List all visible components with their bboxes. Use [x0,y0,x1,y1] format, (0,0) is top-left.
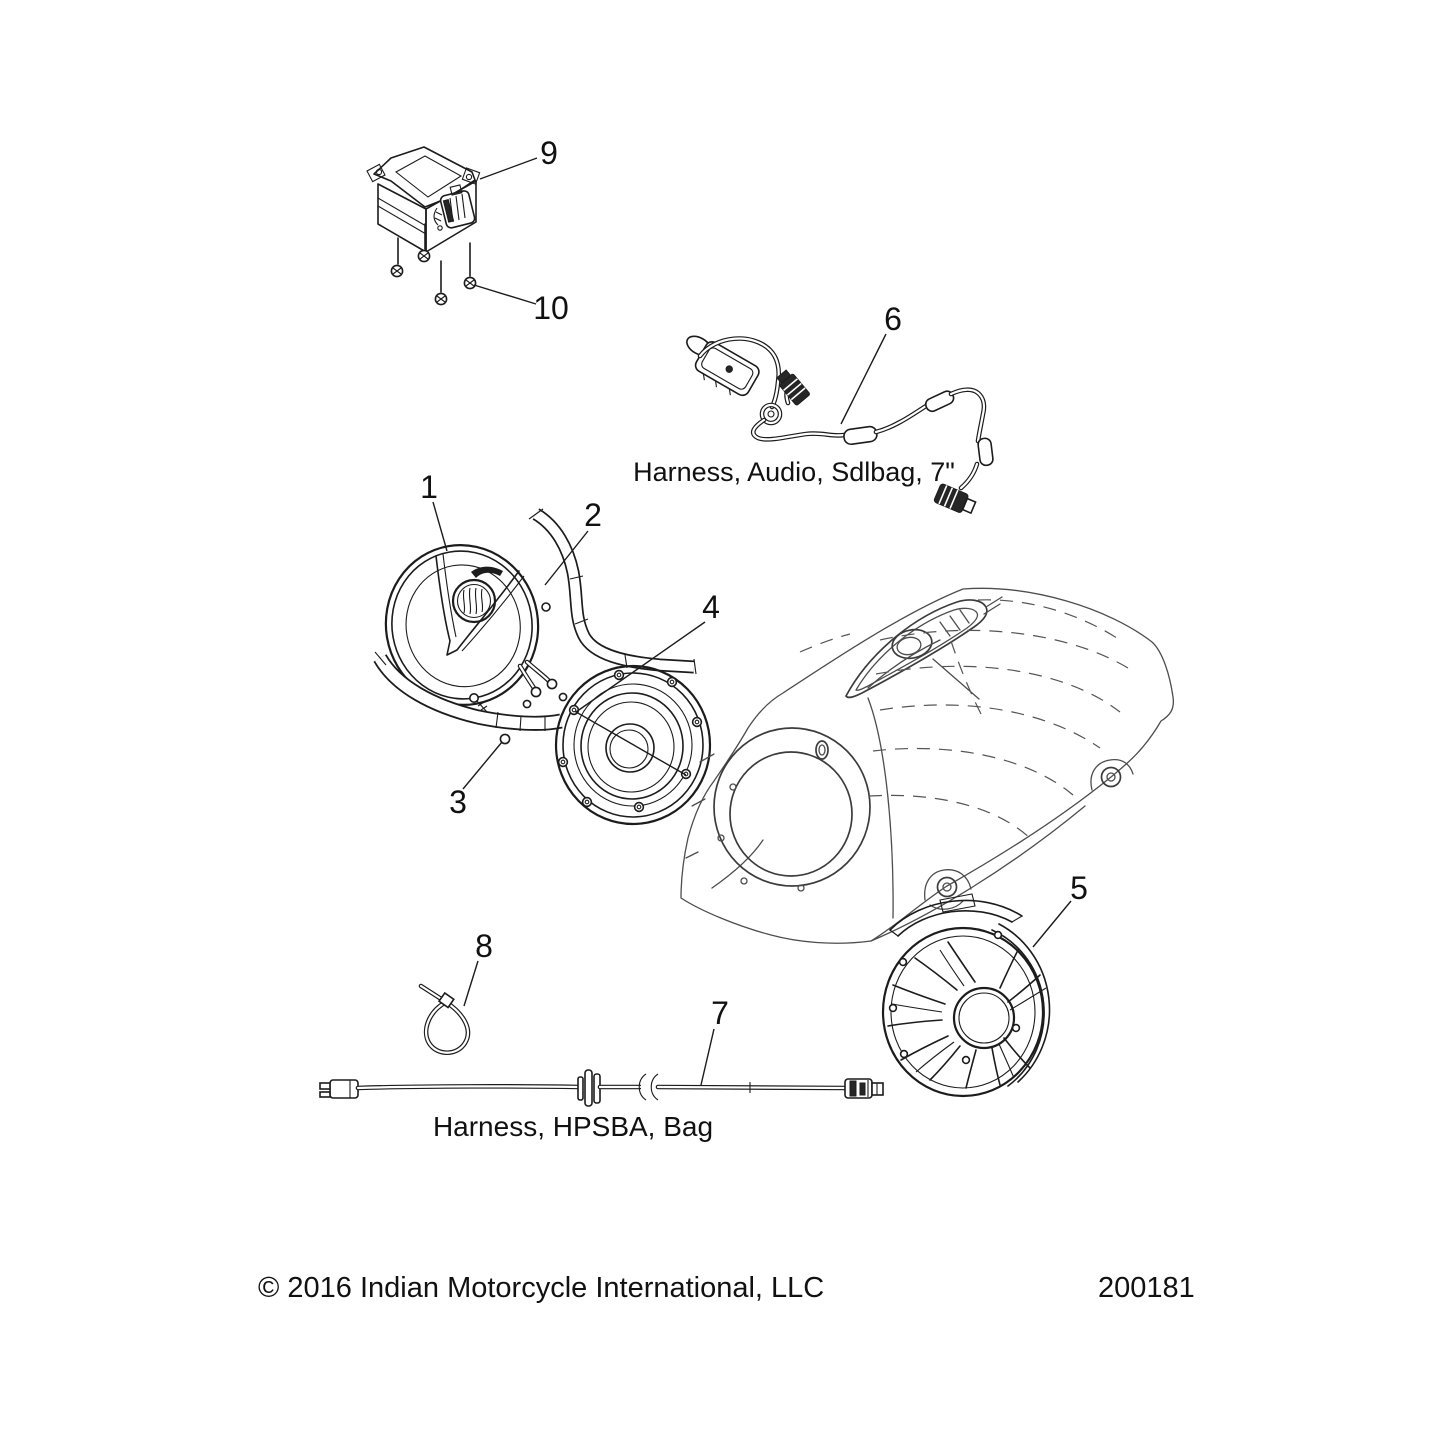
screw [418,224,429,262]
copyright-text: © 2016 Indian Motorcycle International, LLC [258,1272,825,1304]
leader-lines [433,158,1071,1085]
screw [391,238,402,277]
callout-3: 3 [449,784,467,820]
callout-9: 9 [540,135,558,171]
callout-6: 6 [884,301,902,337]
swoosh-logo-icon [471,567,503,578]
callout-8: 8 [475,928,493,964]
callout-4: 4 [702,589,720,625]
figure-part-number: 200181 [1098,1272,1195,1304]
lid-top-bezel [846,597,1002,697]
callout-7: 7 [711,995,729,1031]
bag-harness-label: Harness, HPSBA, Bag [432,1111,714,1142]
bag-harness-grommet [578,1070,600,1106]
cable-tie [421,986,468,1053]
callout-5: 5 [1070,870,1088,906]
screw [464,243,475,289]
amplifier-connector [434,185,476,230]
screw [435,261,446,305]
audio-harness-end-connector [933,483,977,517]
lid-speaker-opening [714,728,870,891]
callout-numbers [420,135,1088,1031]
audio-harness [674,330,994,517]
bag-harness [320,1070,883,1106]
callout-2: 2 [584,497,602,533]
callout-10: 10 [533,290,569,326]
lid-hinge-pivot [925,870,971,910]
brand-emblem [453,567,503,622]
bag-harness-left-connector [320,1080,358,1098]
amplifier-module [367,147,480,252]
lid-hinge-pivot [1091,760,1133,790]
trim-strip-front [529,509,696,674]
audio-harness-label: Harness, Audio, Sdlbag, 7" [633,457,955,487]
saddlebag-lid [681,588,1173,943]
mounting-screws [391,224,475,305]
bag-harness-right-connector [845,1079,883,1098]
callout-1: 1 [420,469,438,505]
